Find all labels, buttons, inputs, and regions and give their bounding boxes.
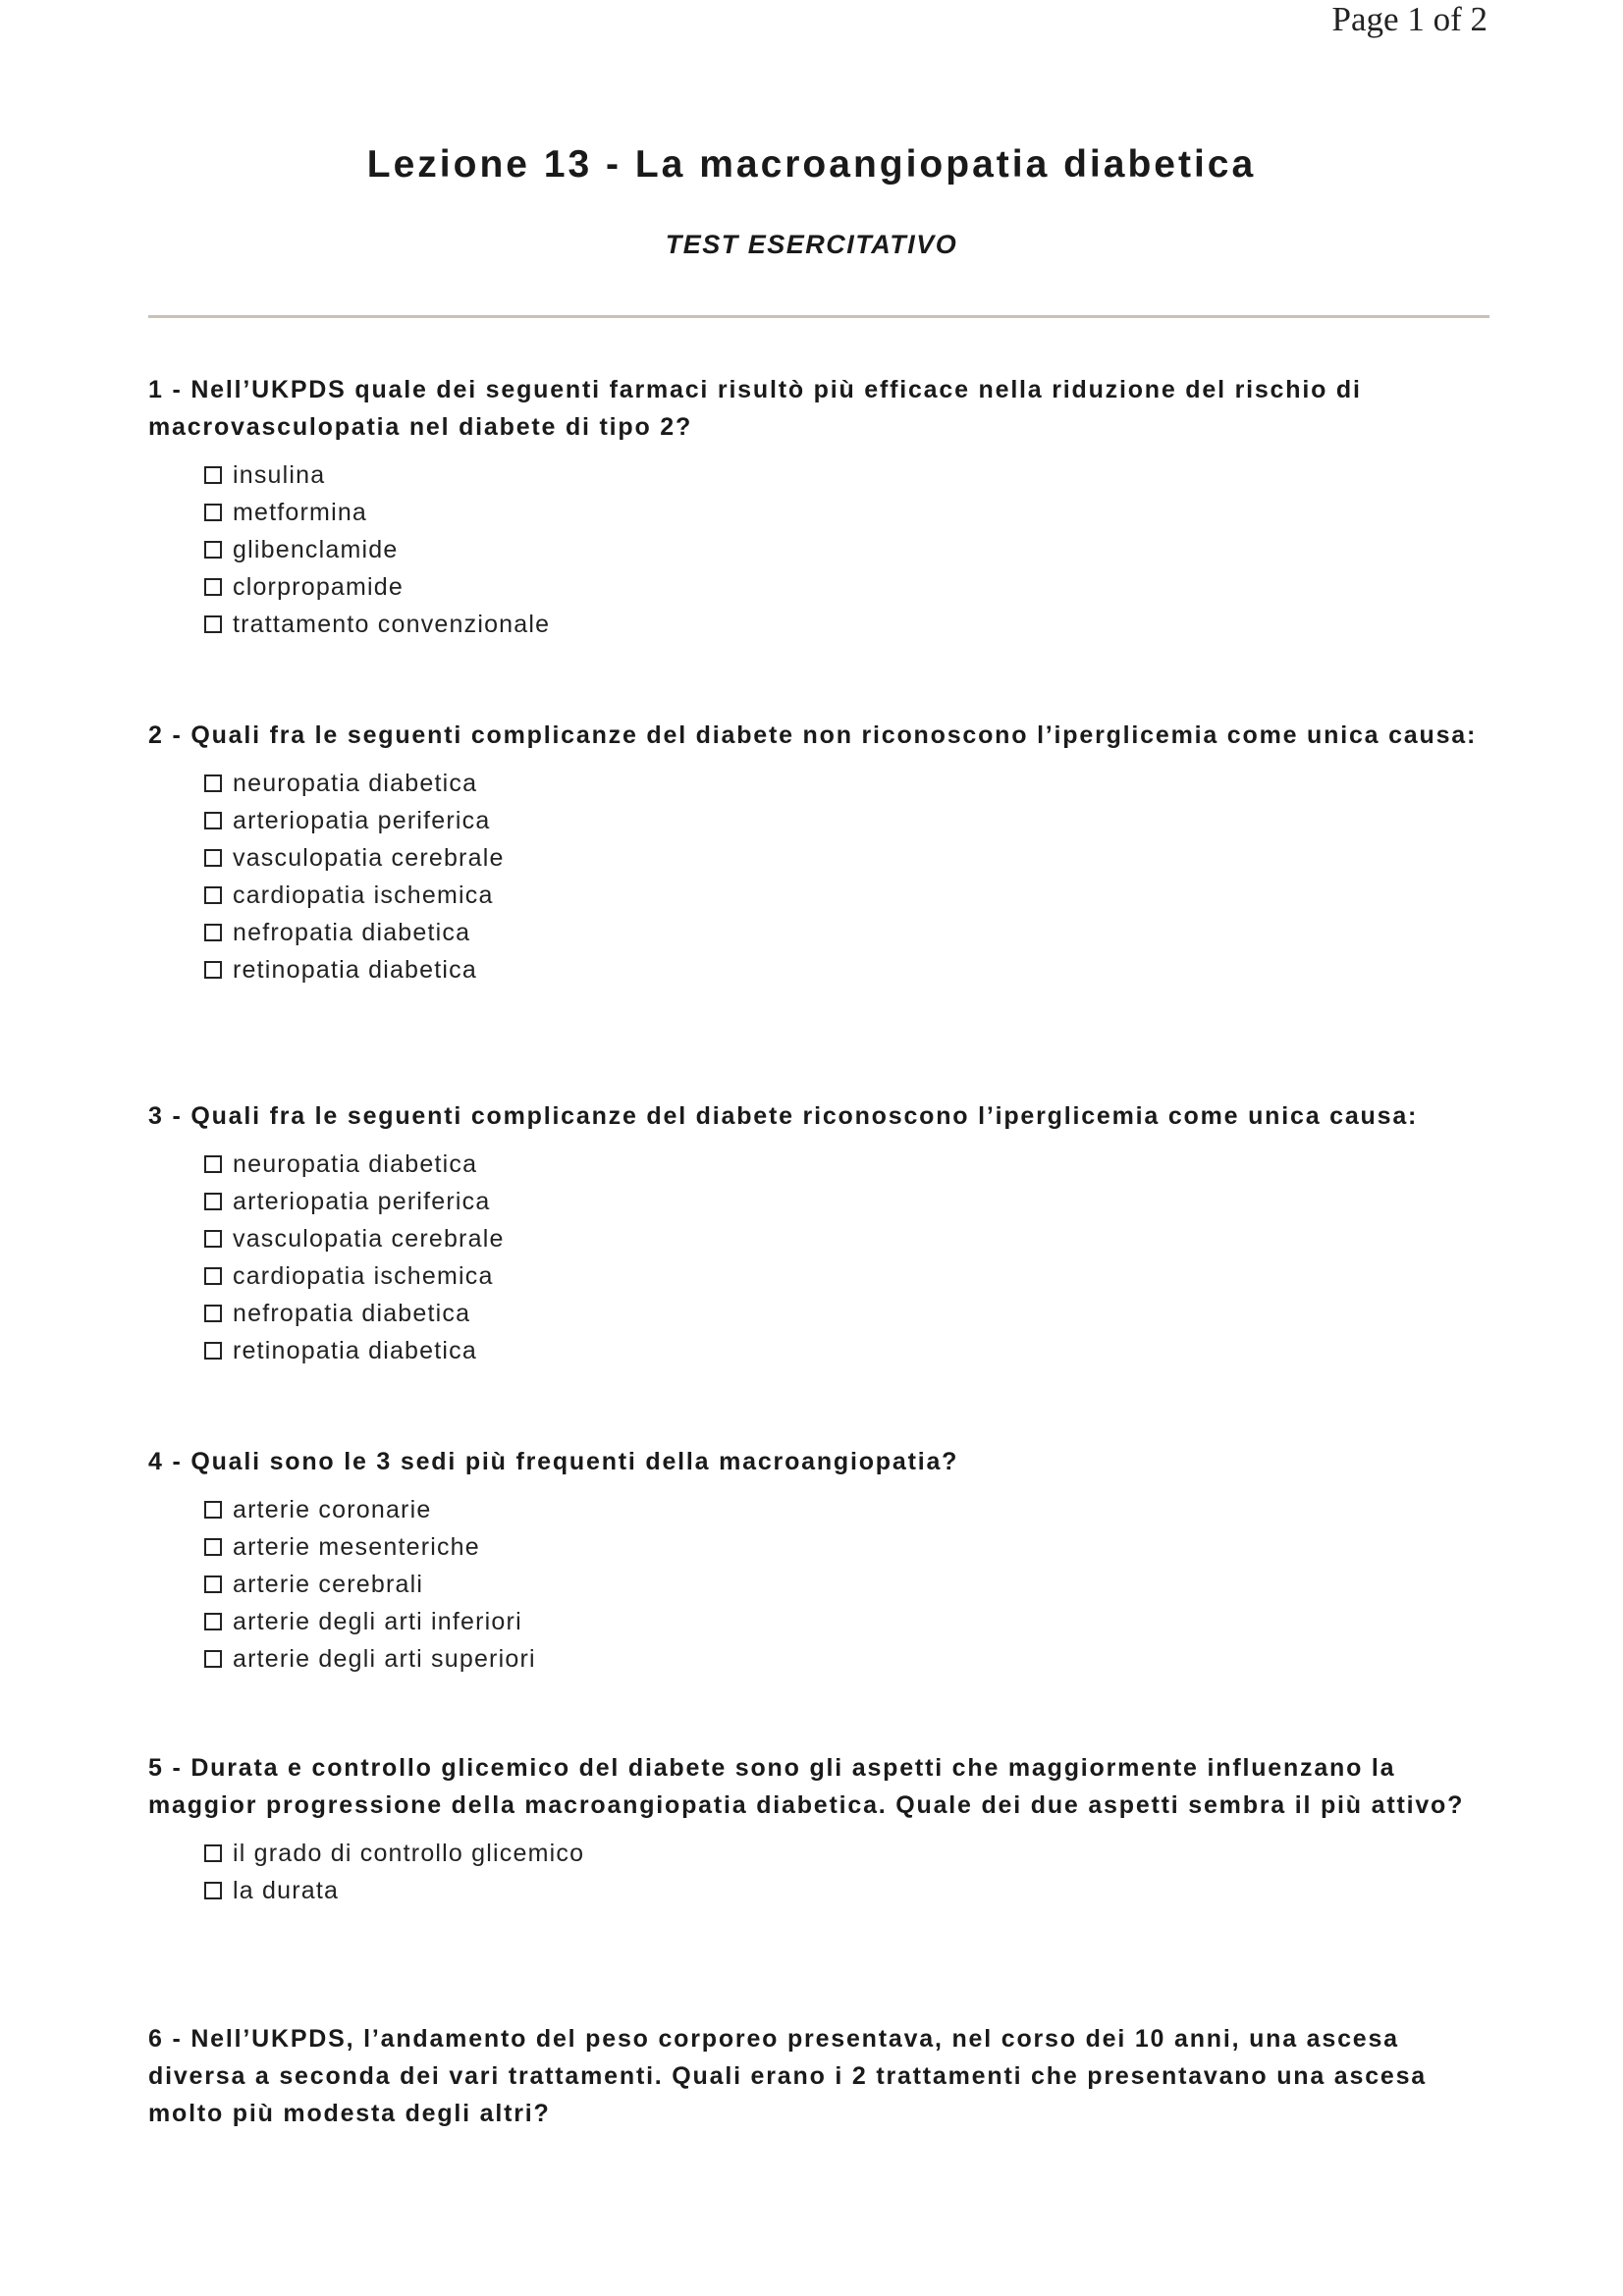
option-label: vasculopatia cerebrale — [233, 843, 505, 872]
question-1 — [148, 371, 1493, 643]
option-item[interactable] — [204, 1183, 1493, 1220]
checkbox-icon[interactable] — [204, 774, 222, 792]
title-divider — [148, 315, 1489, 318]
option-label: arterie degli arti inferiori — [233, 1607, 522, 1635]
question-text: 2 - Quali fra le seguenti complicanze del diabete non riconoscono l’iperglicemia come unica causa: — [148, 721, 1478, 749]
option-label: insulina — [233, 460, 326, 489]
option-item[interactable] — [204, 456, 1493, 494]
checkbox-icon[interactable] — [204, 1501, 222, 1519]
option-label: arterie mesenteriche — [233, 1532, 480, 1561]
option-item[interactable] — [204, 1257, 1493, 1295]
question-3 — [148, 1097, 1493, 1369]
page-number: Page 1 of 2 — [1331, 0, 1488, 38]
checkbox-icon[interactable] — [204, 541, 222, 559]
option-label: la durata — [233, 1876, 340, 1904]
question-6 — [148, 2020, 1493, 2132]
option-item[interactable] — [204, 1491, 1493, 1528]
option-item[interactable] — [204, 531, 1493, 568]
question-text: 5 - Durata e controllo glicemico del diabete sono gli aspetti che maggiormente influenzano la maggior progressione della macroangiopatia diabetica. Quale dei due aspetti sembra il più attivo? — [148, 1754, 1465, 1819]
checkbox-icon[interactable] — [204, 1267, 222, 1285]
question-5 — [148, 1749, 1493, 1909]
checkbox-icon[interactable] — [204, 466, 222, 484]
checkbox-icon[interactable] — [204, 1844, 222, 1862]
option-label: arterie cerebrali — [233, 1570, 424, 1598]
checkbox-icon[interactable] — [204, 1650, 222, 1668]
option-label: arteriopatia periferica — [233, 1187, 491, 1215]
option-item[interactable] — [204, 1220, 1493, 1257]
question-text: 4 - Quali sono le 3 sedi più frequenti della macroangiopatia? — [148, 1448, 959, 1475]
option-item[interactable] — [204, 1566, 1493, 1603]
option-label: trattamento convenzionale — [233, 610, 551, 638]
checkbox-icon[interactable] — [204, 812, 222, 829]
checkbox-icon[interactable] — [204, 1538, 222, 1556]
checkbox-icon[interactable] — [204, 504, 222, 521]
checkbox-icon[interactable] — [204, 961, 222, 979]
checkbox-icon[interactable] — [204, 1305, 222, 1322]
option-label: retinopatia diabetica — [233, 955, 477, 984]
option-item[interactable] — [204, 1332, 1493, 1369]
option-list — [204, 1146, 1493, 1369]
option-item[interactable] — [204, 1295, 1493, 1332]
option-item[interactable] — [204, 839, 1493, 877]
option-item[interactable] — [204, 1835, 1493, 1872]
option-item[interactable] — [204, 1528, 1493, 1566]
option-label: neuropatia diabetica — [233, 769, 478, 797]
option-item[interactable] — [204, 568, 1493, 606]
checkbox-icon[interactable] — [204, 1882, 222, 1899]
checkbox-icon[interactable] — [204, 1193, 222, 1210]
option-item[interactable] — [204, 1146, 1493, 1183]
option-label: vasculopatia cerebrale — [233, 1224, 505, 1253]
option-list — [204, 765, 1493, 988]
option-item[interactable] — [204, 1640, 1493, 1678]
question-text: 6 - Nell’UKPDS, l’andamento del peso corporeo presentava, nel corso dei 10 anni, una ascesa diversa a seconda dei vari trattamenti. Quali erano i 2 trattamenti che presentavano una ascesa molto più modesta degli altri? — [148, 2025, 1428, 2127]
option-item[interactable] — [204, 1872, 1493, 1909]
question-text: 3 - Quali fra le seguenti complicanze del diabete riconoscono l’iperglicemia come unica causa: — [148, 1102, 1419, 1130]
option-label: arterie coronarie — [233, 1495, 432, 1523]
option-label: nefropatia diabetica — [233, 918, 471, 946]
option-label: neuropatia diabetica — [233, 1149, 478, 1178]
question-text: 1 - Nell’UKPDS quale dei seguenti farmaci risultò più efficace nella riduzione del rischio di macrovasculopatia nel diabete di tipo 2? — [148, 376, 1362, 441]
question-4 — [148, 1443, 1493, 1678]
page-subtitle: TEST ESERCITATIVO — [665, 230, 958, 259]
option-item[interactable] — [204, 877, 1493, 914]
option-label: metformina — [233, 498, 368, 526]
option-item[interactable] — [204, 914, 1493, 951]
checkbox-icon[interactable] — [204, 849, 222, 867]
option-label: il grado di controllo glicemico — [233, 1839, 585, 1867]
option-label: glibenclamide — [233, 535, 399, 563]
option-item[interactable] — [204, 951, 1493, 988]
option-label: arterie degli arti superiori — [233, 1644, 536, 1673]
checkbox-icon[interactable] — [204, 924, 222, 941]
checkbox-icon[interactable] — [204, 1613, 222, 1630]
option-list — [204, 456, 1493, 643]
option-label: arteriopatia periferica — [233, 806, 491, 834]
option-label: cardiopatia ischemica — [233, 1261, 494, 1290]
option-label: nefropatia diabetica — [233, 1299, 471, 1327]
option-list — [204, 1491, 1493, 1678]
option-label: clorpropamide — [233, 572, 405, 601]
checkbox-icon[interactable] — [204, 886, 222, 904]
page-title: Lezione 13 - La macroangiopatia diabetica — [366, 143, 1257, 186]
checkbox-icon[interactable] — [204, 1230, 222, 1248]
option-item[interactable] — [204, 606, 1493, 643]
option-item[interactable] — [204, 802, 1493, 839]
option-list — [204, 1835, 1493, 1909]
option-item[interactable] — [204, 494, 1493, 531]
option-item[interactable] — [204, 765, 1493, 802]
checkbox-icon[interactable] — [204, 1342, 222, 1360]
question-2 — [148, 717, 1493, 988]
option-item[interactable] — [204, 1603, 1493, 1640]
checkbox-icon[interactable] — [204, 1575, 222, 1593]
checkbox-icon[interactable] — [204, 1155, 222, 1173]
option-label: retinopatia diabetica — [233, 1336, 477, 1364]
option-label: cardiopatia ischemica — [233, 881, 494, 909]
checkbox-icon[interactable] — [204, 615, 222, 633]
checkbox-icon[interactable] — [204, 578, 222, 596]
